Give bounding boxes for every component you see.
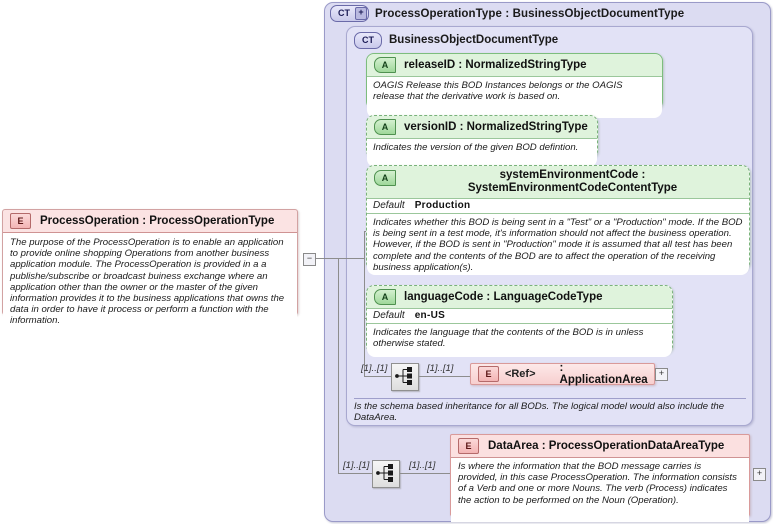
connector-line [364, 376, 391, 377]
attribute-title-systemenvironmentcode: systemEnvironmentCode : SystemEnvironmentCodeContentType [467, 169, 678, 194]
inner-container-annotation: Is the schema based inheritance for all BODs. The logical model would also include the DataArea. [354, 401, 725, 424]
application-area-ref-label: <Ref> [504, 368, 536, 380]
sequence-glyph [373, 461, 397, 485]
application-area-ref-box[interactable] [470, 363, 655, 385]
element-icon: E [458, 438, 479, 454]
process-operation-title: ProcessOperation : ProcessOperationType [40, 215, 275, 227]
complex-type-icon[interactable]: CT [354, 32, 382, 49]
connector-line [338, 258, 364, 259]
expand-toggle-applicationarea[interactable]: + [655, 368, 668, 381]
attribute-default-row-systemenvironmentcode [367, 198, 749, 213]
attribute-box-versionid[interactable] [366, 115, 598, 159]
attribute-icon: A [374, 289, 396, 305]
attribute-documentation-releaseid: OAGIS Release this BOD Instances belongs or the OAGIS release that the derivative work is based on. [373, 80, 623, 103]
attribute-default-row-languagecode [367, 308, 672, 323]
attribute-box-systemenvironmentcode[interactable] [366, 165, 750, 271]
data-area-header [451, 435, 749, 457]
sequence-icon[interactable] [372, 460, 400, 488]
process-operation-documentation: The purpose of the ProcessOperation is to enable an application to provide online shopping Operations from another business application module. The ProcessOperation is provided in a a publishe/subscribe or broadcast buiness exchange where an application other than the owner or the master of the given information provides it to the business applications that owns the data in order to have it process or perform a function with the information. [10, 237, 285, 327]
inner-container-title: BusinessObjectDocumentType [389, 34, 559, 46]
complex-type-plus-icon[interactable]: CT + [330, 5, 369, 22]
cardinality-right-dataarea: [1]..[1] [409, 460, 436, 471]
connector-line [338, 473, 372, 474]
connector-line [417, 376, 470, 377]
attribute-documentation-panel-releaseid [367, 76, 662, 118]
attribute-default-label: Default [373, 310, 405, 321]
connector-line [364, 231, 365, 376]
attribute-documentation-panel-versionid [367, 138, 597, 167]
process-operation-element-box[interactable] [2, 209, 298, 327]
attribute-icon: A [374, 57, 396, 73]
attribute-header-systemenvironmentcode [367, 166, 749, 198]
connector-line [398, 473, 450, 474]
attribute-icon: A [374, 170, 396, 186]
attribute-documentation-panel-languagecode [367, 323, 672, 357]
expand-toggle-dataarea[interactable]: + [753, 468, 766, 481]
attribute-header-versionid [367, 116, 597, 138]
connector-line [338, 258, 339, 473]
attribute-documentation-systemenvironmentcode: Indicates whether this BOD is being sent in a "Test" or a "Production" mode. If the BOD is being sent in a test mode, it's information should not affect the business operation. However, if the BOD is sent in "Production" mode it is assumed that all test has been complete and the contents of the BOD are to affect the operation of the receiving business application(s). [373, 217, 743, 273]
sequence-glyph [392, 364, 416, 388]
attribute-documentation-versionid: Indicates the version of the given BOD defintion. [373, 142, 579, 153]
process-operation-documentation-panel [3, 232, 297, 327]
attribute-box-releaseid[interactable] [366, 53, 663, 110]
data-area-documentation: Is where the information that the BOD message carries is provided, in this case ProcessOperation. The information consists of a Verb and one or more Nouns. The verb (Process) indicates the action to be performed on the Noun (Operation). [458, 461, 737, 506]
inner-container-annotation-panel [354, 398, 746, 422]
element-icon: E [10, 213, 31, 229]
outer-container-title-row [330, 4, 684, 23]
attribute-documentation-languagecode: Indicates the language that the contents of the BOD is in unless otherwise stated. [373, 327, 644, 350]
attribute-header-languagecode [367, 286, 672, 308]
outer-container-title: ProcessOperationType : BusinessObjectDocumentType [375, 7, 685, 20]
sequence-icon[interactable] [391, 363, 419, 391]
attribute-documentation-panel-systemenvironmentcode [367, 213, 749, 275]
cardinality-right-applicationarea: [1]..[1] [427, 363, 454, 374]
process-operation-header [3, 210, 297, 232]
attribute-icon: A [374, 119, 396, 135]
inner-container-title-row [354, 31, 558, 49]
cardinality-left-applicationarea: [1]..[1] [361, 363, 388, 374]
attribute-default-value: en-US [414, 310, 446, 321]
collapse-toggle-process-operation[interactable]: − [303, 253, 316, 266]
attribute-default-label: Default [373, 200, 405, 211]
attribute-title-versionid: versionID : NormalizedStringType [404, 120, 588, 133]
data-area-title: DataArea : ProcessOperationDataAreaType [488, 440, 725, 452]
cardinality-left-dataarea: [1]..[1] [343, 460, 370, 471]
attribute-header-releaseid [367, 54, 662, 76]
data-area-element-box[interactable] [450, 434, 750, 516]
attribute-title-languagecode: languageCode : LanguageCodeType [404, 290, 603, 303]
application-area-title: : ApplicationArea [559, 362, 648, 386]
element-icon: E [478, 366, 499, 382]
data-area-documentation-panel [451, 457, 749, 522]
attribute-default-value: Production [414, 200, 471, 211]
attribute-title-releaseid: releaseID : NormalizedStringType [404, 58, 587, 71]
attribute-box-languagecode[interactable] [366, 285, 673, 354]
